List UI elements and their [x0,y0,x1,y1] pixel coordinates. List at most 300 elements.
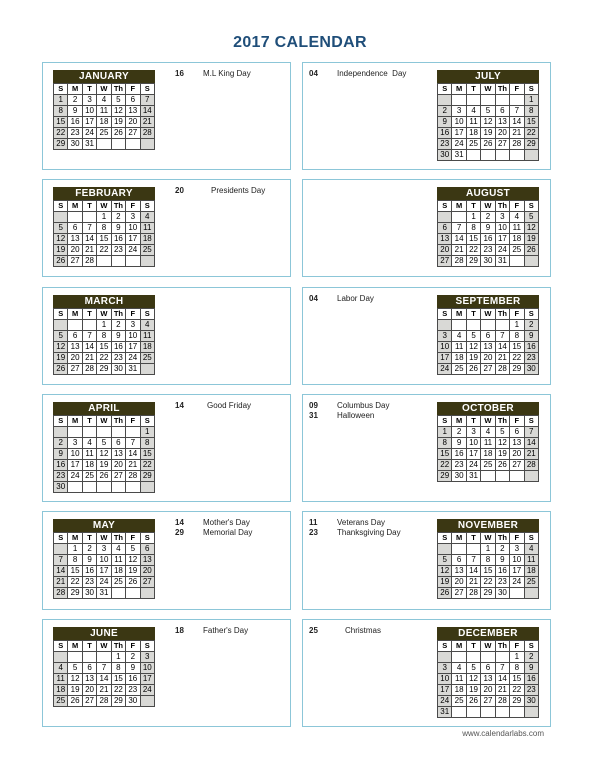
day-cell: 19 [466,685,480,696]
day-cell: 10 [452,117,466,128]
weekday-header: W [481,201,495,212]
holiday-entry [309,69,419,79]
day-cell: 12 [466,342,480,353]
day-cell: 13 [82,674,96,685]
day-cell: 26 [495,460,509,471]
day-cell: 29 [481,588,495,599]
holiday-date: 31 [309,411,318,420]
day-cell: 16 [438,128,452,139]
weekday-header: W [97,309,111,320]
empty-cell [481,95,495,106]
day-cell: 24 [126,353,140,364]
month-table [53,415,155,493]
day-cell: 19 [54,353,68,364]
day-cell: 15 [466,234,480,245]
day-cell: 17 [510,566,524,577]
mini-calendar [437,402,539,482]
day-cell: 16 [111,342,125,353]
day-cell: 20 [452,577,466,588]
holiday-name: Columbus Day [337,401,390,410]
day-cell: 26 [54,364,68,375]
day-cell: 2 [495,544,509,555]
empty-cell [495,320,509,331]
day-cell: 7 [495,331,509,342]
day-cell: 29 [97,364,111,375]
day-cell: 3 [438,663,452,674]
empty-cell [68,427,82,438]
holiday-name: Christmas [345,626,382,635]
day-cell: 15 [481,566,495,577]
empty-cell [495,95,509,106]
holiday-name: M.L King Day [203,69,251,78]
weekday-header: Th [495,309,509,320]
empty-cell [524,150,538,161]
day-cell: 22 [438,460,452,471]
holiday-name: Presidents Day [211,186,266,195]
day-cell: 25 [524,577,538,588]
holiday-date: 20 [175,186,184,195]
day-cell: 6 [481,663,495,674]
weekday-header: T [82,84,96,95]
holiday-date: 18 [175,626,184,635]
day-cell: 27 [495,139,509,150]
weekday-header: S [438,84,452,95]
mini-calendar [53,402,155,493]
weekday-header: S [438,416,452,427]
day-cell: 5 [126,544,140,555]
day-cell: 30 [438,150,452,161]
day-cell: 6 [68,223,82,234]
day-cell: 19 [111,117,125,128]
day-cell: 6 [126,95,140,106]
day-cell: 12 [466,674,480,685]
holiday-date: 11 [309,518,318,527]
mini-calendar [53,295,155,375]
day-cell: 8 [510,663,524,674]
day-cell: 1 [466,212,480,223]
empty-cell [54,544,68,555]
day-cell: 28 [54,588,68,599]
weekday-header: W [97,416,111,427]
empty-cell [82,212,96,223]
day-cell: 16 [524,342,538,353]
day-cell: 21 [495,353,509,364]
day-cell: 11 [111,555,125,566]
day-cell: 18 [82,460,96,471]
day-cell: 5 [54,331,68,342]
empty-cell [68,652,82,663]
empty-cell [140,364,154,375]
empty-cell [438,212,452,223]
empty-cell [510,588,524,599]
weekday-header: S [54,84,68,95]
day-cell: 24 [97,577,111,588]
weekday-header: M [452,641,466,652]
day-cell: 11 [140,331,154,342]
day-cell: 23 [452,460,466,471]
empty-cell [111,256,125,267]
day-cell: 15 [510,674,524,685]
empty-cell [438,95,452,106]
month-panel-july [302,62,551,170]
day-cell: 28 [126,471,140,482]
empty-cell [97,139,111,150]
weekday-header: S [140,201,154,212]
day-cell: 21 [452,245,466,256]
empty-cell [466,150,480,161]
day-cell: 4 [510,212,524,223]
month-panel-september [302,287,551,385]
empty-cell [140,139,154,150]
holiday-date: 23 [309,528,318,537]
day-cell: 8 [111,663,125,674]
holiday-entry [175,528,285,538]
weekday-header: Th [111,416,125,427]
day-cell: 17 [452,128,466,139]
day-cell: 8 [97,331,111,342]
day-cell: 6 [495,106,509,117]
empty-cell [452,95,466,106]
day-cell: 16 [82,566,96,577]
month-table [53,308,155,375]
empty-cell [452,544,466,555]
empty-cell [54,212,68,223]
day-cell: 4 [54,663,68,674]
empty-cell [140,696,154,707]
day-cell: 13 [481,342,495,353]
day-cell: 3 [68,438,82,449]
holiday-name: Good Friday [207,401,252,410]
day-cell: 18 [97,117,111,128]
weekday-header: S [54,309,68,320]
day-cell: 5 [466,663,480,674]
weekday-header: T [82,533,96,544]
day-cell: 27 [481,696,495,707]
empty-cell [111,427,125,438]
holiday-date: 04 [309,69,318,78]
holiday-name: Halloween [337,411,375,420]
day-cell: 17 [495,234,509,245]
holiday-name: Memorial Day [203,528,253,537]
day-cell: 14 [510,117,524,128]
day-cell: 16 [524,674,538,685]
weekday-header: F [126,309,140,320]
day-cell: 9 [481,223,495,234]
day-cell: 8 [140,438,154,449]
day-cell: 23 [438,139,452,150]
day-cell: 27 [68,364,82,375]
day-cell: 17 [126,234,140,245]
weekday-header: F [510,533,524,544]
empty-cell [510,471,524,482]
day-cell: 27 [438,256,452,267]
day-cell: 6 [510,427,524,438]
day-cell: 18 [510,234,524,245]
day-cell: 8 [438,438,452,449]
weekday-header: Th [111,641,125,652]
empty-cell [481,150,495,161]
day-cell: 31 [126,364,140,375]
holiday-name: Veterans Day [337,518,386,527]
day-cell: 25 [140,353,154,364]
day-cell: 25 [466,139,480,150]
empty-cell [510,150,524,161]
empty-cell [466,544,480,555]
day-cell: 22 [140,460,154,471]
day-cell: 28 [140,128,154,139]
day-cell: 2 [68,95,82,106]
day-cell: 29 [140,471,154,482]
empty-cell [111,482,125,493]
day-cell: 30 [68,139,82,150]
mini-calendar [53,70,155,150]
weekday-header: S [524,201,538,212]
day-cell: 1 [97,212,111,223]
holiday-entry [309,528,419,538]
empty-cell [82,482,96,493]
day-cell: 31 [495,256,509,267]
empty-cell [97,652,111,663]
day-cell: 29 [510,364,524,375]
weekday-header: W [97,84,111,95]
day-cell: 23 [524,353,538,364]
weekday-header: S [140,84,154,95]
holiday-entry [175,186,285,196]
weekday-header: F [510,641,524,652]
day-cell: 2 [438,106,452,117]
day-cell: 9 [524,663,538,674]
day-cell: 18 [452,353,466,364]
holiday-entry [175,626,285,636]
day-cell: 15 [140,449,154,460]
holiday-date: 09 [309,401,318,410]
weekday-header: T [466,641,480,652]
day-cell: 8 [510,331,524,342]
day-cell: 30 [481,256,495,267]
day-cell: 22 [68,577,82,588]
day-cell: 30 [111,364,125,375]
weekday-header: F [126,533,140,544]
weekday-header: W [481,309,495,320]
empty-cell [68,482,82,493]
day-cell: 4 [82,438,96,449]
day-cell: 24 [452,139,466,150]
day-cell: 3 [438,331,452,342]
page-title: 2017 CALENDAR [233,34,367,51]
weekday-header: M [68,201,82,212]
day-cell: 21 [466,577,480,588]
day-cell: 11 [524,555,538,566]
day-cell: 9 [68,106,82,117]
empty-cell [97,482,111,493]
day-cell: 11 [82,449,96,460]
day-cell: 13 [68,342,82,353]
day-cell: 20 [438,245,452,256]
day-cell: 6 [452,555,466,566]
day-cell: 17 [97,566,111,577]
day-cell: 2 [452,427,466,438]
weekday-header: T [466,533,480,544]
day-cell: 13 [481,674,495,685]
day-cell: 26 [111,128,125,139]
day-cell: 23 [111,245,125,256]
day-cell: 1 [68,544,82,555]
empty-cell [466,652,480,663]
day-cell: 26 [68,696,82,707]
day-cell: 21 [82,353,96,364]
day-cell: 22 [97,353,111,364]
day-cell: 15 [68,566,82,577]
weekday-header: F [510,84,524,95]
day-cell: 9 [82,555,96,566]
day-cell: 5 [68,663,82,674]
day-cell: 20 [481,685,495,696]
day-cell: 1 [111,652,125,663]
month-name: MAY [53,519,155,532]
day-cell: 6 [481,331,495,342]
empty-cell [524,707,538,718]
day-cell: 21 [524,449,538,460]
day-cell: 13 [68,234,82,245]
weekday-header: M [452,416,466,427]
weekday-header: Th [495,533,509,544]
day-cell: 30 [452,471,466,482]
weekday-header: Th [495,641,509,652]
weekday-header: M [452,201,466,212]
day-cell: 24 [68,471,82,482]
holiday-entry [309,626,419,636]
day-cell: 27 [111,471,125,482]
day-cell: 15 [97,342,111,353]
day-cell: 12 [438,566,452,577]
day-cell: 3 [97,544,111,555]
day-cell: 1 [510,652,524,663]
empty-cell [495,471,509,482]
weekday-header: Th [111,84,125,95]
month-table [437,308,539,375]
weekday-header: S [524,641,538,652]
day-cell: 9 [452,438,466,449]
day-cell: 26 [54,256,68,267]
empty-cell [438,320,452,331]
empty-cell [495,707,509,718]
weekday-header: S [438,641,452,652]
weekday-header: T [466,309,480,320]
mini-calendar [437,70,539,161]
day-cell: 4 [524,544,538,555]
empty-cell [82,320,96,331]
month-table [53,532,155,599]
holiday-date: 16 [175,69,184,78]
holiday-name: Thanksgiving Day [337,528,401,537]
empty-cell [452,320,466,331]
day-cell: 14 [97,674,111,685]
weekday-header: S [524,84,538,95]
day-cell: 13 [510,438,524,449]
day-cell: 13 [140,555,154,566]
day-cell: 7 [495,663,509,674]
day-cell: 7 [524,427,538,438]
weekday-header: Th [111,201,125,212]
day-cell: 28 [524,460,538,471]
day-cell: 14 [495,342,509,353]
day-cell: 31 [452,150,466,161]
day-cell: 21 [82,245,96,256]
holiday-entry [175,401,285,411]
month-name: JULY [437,70,539,83]
weekday-header: S [140,416,154,427]
day-cell: 10 [495,223,509,234]
day-cell: 4 [97,95,111,106]
day-cell: 24 [438,696,452,707]
weekday-header: M [452,309,466,320]
day-cell: 14 [524,438,538,449]
day-cell: 4 [466,106,480,117]
weekday-header: M [68,533,82,544]
weekday-header: W [97,533,111,544]
empty-cell [481,707,495,718]
empty-cell [495,150,509,161]
month-table [53,640,155,707]
day-cell: 25 [140,245,154,256]
holiday-entry [175,518,285,528]
day-cell: 4 [452,663,466,674]
day-cell: 17 [126,342,140,353]
month-panel-january [42,62,291,170]
day-cell: 10 [126,223,140,234]
day-cell: 21 [495,685,509,696]
day-cell: 28 [82,364,96,375]
footer-url: www.calendarlabs.com [462,729,544,738]
day-cell: 20 [510,449,524,460]
day-cell: 23 [54,471,68,482]
month-name: OCTOBER [437,402,539,415]
day-cell: 27 [452,588,466,599]
empty-cell [481,652,495,663]
day-cell: 21 [97,685,111,696]
day-cell: 22 [481,577,495,588]
day-cell: 21 [54,577,68,588]
day-cell: 30 [82,588,96,599]
holiday-date: 14 [175,401,184,410]
mini-calendar [437,519,539,599]
empty-cell [481,320,495,331]
empty-cell [466,320,480,331]
day-cell: 25 [82,471,96,482]
day-cell: 14 [466,566,480,577]
day-cell: 18 [481,449,495,460]
day-cell: 28 [452,256,466,267]
day-cell: 21 [140,117,154,128]
day-cell: 6 [140,544,154,555]
month-panel-november [302,511,551,610]
day-cell: 12 [111,106,125,117]
day-cell: 2 [524,652,538,663]
day-cell: 8 [481,555,495,566]
empty-cell [140,482,154,493]
mini-calendar [53,627,155,707]
weekday-header: Th [495,84,509,95]
day-cell: 19 [495,449,509,460]
empty-cell [97,427,111,438]
day-cell: 25 [111,577,125,588]
empty-cell [510,256,524,267]
day-cell: 6 [438,223,452,234]
month-name: APRIL [53,402,155,415]
day-cell: 29 [111,696,125,707]
weekday-header: S [438,309,452,320]
weekday-header: T [82,641,96,652]
